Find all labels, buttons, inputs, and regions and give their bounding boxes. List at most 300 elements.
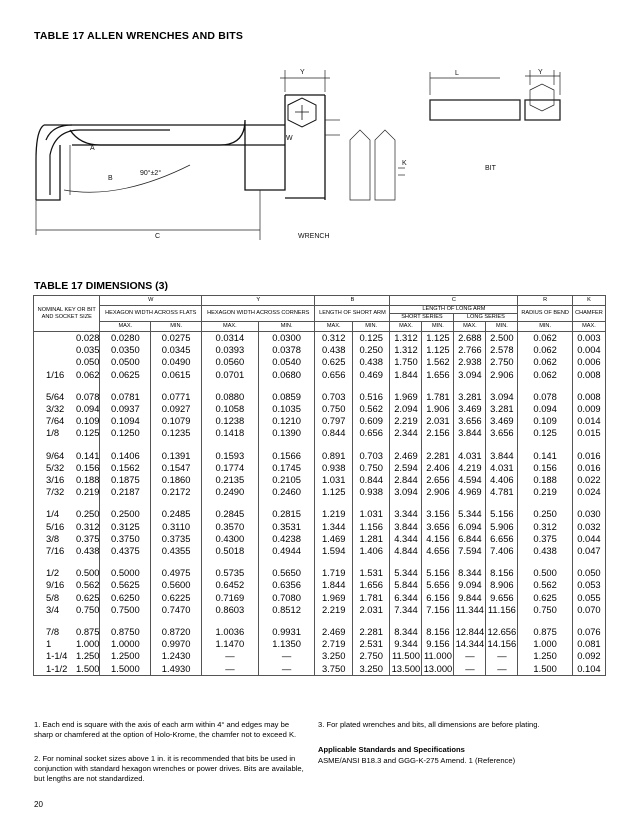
cell-value: 0.016	[572, 450, 605, 462]
cell-value: 6.156	[422, 592, 454, 604]
cell-size	[34, 332, 100, 345]
size-fraction: 3/16	[46, 474, 65, 486]
label-y1: Y	[300, 69, 305, 76]
size-fraction: 1-1/4	[46, 650, 68, 662]
size-decimal: 0.562	[76, 579, 100, 591]
cell-value: 0.1210	[258, 415, 315, 427]
header-b: B	[315, 296, 390, 306]
cell-value: 1.781	[422, 391, 454, 403]
header-c: C	[390, 296, 518, 306]
cell-value: 2.031	[422, 415, 454, 427]
size-decimal: 1.500	[76, 662, 100, 674]
cell-value: 2.031	[352, 604, 390, 616]
cell-size	[34, 369, 100, 381]
cell-size	[34, 567, 100, 579]
cell-value: 0.562	[352, 403, 390, 415]
cell-value: 1.031	[315, 474, 353, 486]
cell-value: 0.062	[518, 369, 572, 381]
cell-value: 0.500	[518, 567, 572, 579]
label-bit: BIT	[485, 165, 496, 172]
table-row	[34, 663, 606, 676]
cell-value: 1.2430	[151, 650, 202, 662]
table-gap-row	[34, 440, 606, 450]
cell-value: 9.156	[422, 638, 454, 650]
gap-cell	[151, 440, 202, 450]
cell-value: 14.156	[487, 638, 517, 650]
cell-size	[34, 415, 100, 427]
cell-value: 0.4944	[258, 545, 315, 557]
size-decimal: 0.625	[76, 591, 100, 603]
cell-value: 14.344	[455, 638, 485, 650]
gap-cell	[258, 616, 315, 626]
cell-value: 0.1058	[202, 403, 259, 415]
size-fraction: 1/2	[46, 567, 60, 579]
cell-value: 0.1390	[258, 427, 315, 439]
gap-cell	[258, 381, 315, 391]
cell-value: 0.1235	[151, 427, 202, 439]
cell-value: 6.094	[454, 521, 486, 533]
cell-value: 7.594	[454, 545, 486, 557]
dimensions-table	[33, 295, 606, 676]
header-max-8: MAX.	[454, 322, 486, 332]
cell-value: 4.156	[422, 533, 454, 545]
cell-size	[34, 508, 100, 520]
gap-cell	[34, 616, 100, 626]
cell-value: 8.156	[486, 567, 518, 579]
cell-value: 0.312	[518, 521, 572, 533]
header-hex-flats: HEXAGON WIDTH ACROSS FLATS	[100, 306, 202, 322]
gap-cell	[202, 381, 259, 391]
size-decimal: 0.219	[76, 486, 100, 498]
header-k: K	[572, 296, 605, 306]
note-1: 1. Each end is square with the axis of each arm within 4° and edges may be sharp or chamfered at the option of Holo-Krome, the chamfer not to exceed K.	[34, 720, 297, 739]
cell-value: 0.562	[518, 579, 572, 591]
cell-value: 0.609	[352, 415, 390, 427]
size-fraction: 5/32	[46, 461, 65, 473]
header-short-arm: LENGTH OF SHORT ARM	[315, 306, 390, 322]
table-row	[34, 592, 606, 604]
cell-value: 0.312	[315, 332, 353, 345]
gap-cell	[422, 616, 454, 626]
table-row	[34, 508, 606, 520]
table-row	[34, 604, 606, 616]
table-row	[34, 533, 606, 545]
label-l: L	[455, 70, 459, 77]
gap-cell	[390, 616, 422, 626]
size-decimal: 0.750	[76, 603, 100, 615]
cell-value: 0.938	[315, 462, 353, 474]
header-max-4: MAX.	[315, 322, 353, 332]
cell-value: 0.703	[352, 450, 390, 462]
cell-value: 3.094	[486, 391, 518, 403]
gap-cell	[315, 440, 353, 450]
cell-value: 0.3735	[151, 533, 202, 545]
cell-value: 6.344	[390, 592, 422, 604]
gap-cell	[202, 616, 259, 626]
size-fraction: 3/32	[46, 403, 65, 415]
cell-value: 0.104	[572, 663, 605, 676]
cell-value: 0.0771	[151, 391, 202, 403]
size-fraction: 7/8	[46, 626, 60, 638]
cell-value: 0.1250	[100, 427, 151, 439]
cell-value: 9.344	[390, 638, 422, 650]
gap-cell	[454, 498, 486, 508]
table-row	[34, 579, 606, 591]
cell-value: 2.156	[422, 427, 454, 439]
table-row	[34, 521, 606, 533]
size-decimal: 0.094	[76, 403, 100, 415]
cell-value: 0.014	[572, 415, 605, 427]
cell-value: 3.250	[315, 650, 353, 662]
size-decimal: 0.375	[76, 532, 100, 544]
cell-value: 0.9970	[151, 638, 202, 650]
header-max-2: MAX.	[202, 322, 259, 332]
cell-value: 8.156	[422, 626, 454, 638]
cell-value: 0.656	[352, 427, 390, 439]
gap-cell	[518, 616, 572, 626]
cell-value: 4.219	[454, 462, 486, 474]
cell-value: 0.8720	[151, 626, 202, 638]
cell-value: 1.0036	[202, 626, 259, 638]
cell-value: 0.016	[572, 462, 605, 474]
cell-value: 0.076	[572, 626, 605, 638]
cell-value: 0.109	[518, 415, 572, 427]
cell-value: —	[486, 650, 518, 662]
cell-value: 0.022	[572, 474, 605, 486]
cell-value: 0.5625	[100, 579, 151, 591]
header-hex-corners: HEXAGON WIDTH ACROSS CORNERS	[202, 306, 315, 322]
cell-value: 4.656	[422, 545, 454, 557]
cell-value: 2.594	[390, 462, 422, 474]
header-long-arm: LENGTH OF LONG ARM	[390, 306, 517, 314]
cell-value: 0.024	[572, 486, 605, 498]
cell-value: 2.469	[315, 626, 353, 638]
table-gap-row	[34, 557, 606, 567]
cell-value: 5.656	[422, 579, 454, 591]
cell-value: —	[202, 650, 259, 662]
cell-value: 0.469	[352, 369, 390, 381]
cell-size	[34, 521, 100, 533]
cell-value: 0.2490	[202, 486, 259, 498]
cell-value: 1.125	[422, 332, 454, 345]
cell-value: 0.0300	[258, 332, 315, 345]
header-long-series: LONG SERIES	[466, 314, 505, 320]
cell-value: 0.5650	[258, 567, 315, 579]
cell-value: 2.656	[422, 474, 454, 486]
size-fraction: 9/16	[46, 579, 65, 591]
cell-value: 0.0781	[100, 391, 151, 403]
table-row	[34, 391, 606, 403]
size-fraction: 1	[46, 638, 52, 650]
size-decimal: 0.050	[76, 356, 100, 368]
gap-cell	[486, 381, 518, 391]
gap-cell	[486, 440, 518, 450]
cell-value: 0.4300	[202, 533, 259, 545]
cell-value: 0.219	[518, 486, 572, 498]
cell-value: 0.7470	[151, 604, 202, 616]
cell-value: 0.006	[572, 356, 605, 368]
header-min-3: MIN.	[258, 322, 315, 332]
cell-value: 0.891	[315, 450, 353, 462]
cell-value: 0.2105	[258, 474, 315, 486]
gap-cell	[390, 498, 422, 508]
cell-value: 0.7080	[258, 592, 315, 604]
gap-cell	[572, 381, 605, 391]
size-fraction: 5/8	[46, 591, 60, 603]
cell-value: 2.344	[390, 427, 422, 439]
cell-size	[34, 663, 100, 676]
cell-value: 1.906	[422, 403, 454, 415]
cell-value: 6.656	[486, 533, 518, 545]
cell-value: 0.4975	[151, 567, 202, 579]
cell-value: 0.9931	[258, 626, 315, 638]
gap-cell	[315, 498, 353, 508]
size-decimal: 0.125	[76, 427, 100, 439]
table-gap-row	[34, 498, 606, 508]
size-fraction: 1-1/2	[46, 662, 68, 674]
gap-cell	[151, 498, 202, 508]
cell-value: 2.281	[352, 626, 390, 638]
size-decimal: 0.156	[76, 461, 100, 473]
cell-value: 3.656	[454, 415, 486, 427]
cell-value: 1.969	[390, 391, 422, 403]
table-row	[34, 403, 606, 415]
gap-cell	[422, 440, 454, 450]
cell-value: 1.312	[390, 344, 422, 356]
size-fraction: 3/8	[46, 532, 60, 544]
gap-cell	[454, 381, 486, 391]
cell-value: 0.1094	[100, 415, 151, 427]
cell-value: 2.906	[422, 486, 454, 498]
size-fraction: 1/16	[46, 368, 65, 380]
cell-value: 0.1566	[258, 450, 315, 462]
cell-value: —	[202, 663, 259, 676]
gap-cell	[100, 616, 151, 626]
cell-value: 0.0560	[202, 356, 259, 368]
cell-value: 0.2845	[202, 508, 259, 520]
cell-value: 1.2500	[100, 650, 151, 662]
cell-value: 2.750	[486, 356, 518, 368]
cell-value: 0.1035	[258, 403, 315, 415]
cell-value: 4.844	[390, 545, 422, 557]
size-decimal: 0.312	[76, 520, 100, 532]
table-row	[34, 567, 606, 579]
cell-value: —	[258, 663, 315, 676]
cell-value: 0.2135	[202, 474, 259, 486]
size-decimal: 0.078	[76, 390, 100, 402]
cell-value: 0.0378	[258, 344, 315, 356]
cell-value: 0.1860	[151, 474, 202, 486]
gap-cell	[258, 440, 315, 450]
cell-value: 2.719	[315, 638, 353, 650]
cell-value: 0.032	[572, 521, 605, 533]
gap-cell	[352, 381, 390, 391]
gap-cell	[518, 381, 572, 391]
cell-value: 1.844	[390, 369, 422, 381]
cell-value: 0.047	[572, 545, 605, 557]
cell-value: 0.0937	[100, 403, 151, 415]
cell-value: 0.625	[315, 356, 353, 368]
cell-value: 1.344	[315, 521, 353, 533]
table-row	[34, 462, 606, 474]
cell-value: 5.344	[454, 508, 486, 520]
cell-size	[34, 545, 100, 557]
cell-value: 5.906	[486, 521, 518, 533]
cell-size	[34, 486, 100, 498]
cell-value: 1.844	[315, 579, 353, 591]
cell-value: 11.156	[487, 603, 516, 615]
cell-value: 0.094	[518, 403, 572, 415]
cell-value: 0.141	[518, 450, 572, 462]
size-decimal: 0.500	[76, 567, 100, 579]
table-row	[34, 638, 606, 650]
cell-value: 1.656	[352, 579, 390, 591]
cell-value: 0.1562	[100, 462, 151, 474]
cell-value: 1.156	[352, 521, 390, 533]
cell-value: 0.0701	[202, 369, 259, 381]
cell-value: 0.156	[518, 462, 572, 474]
gap-cell	[315, 557, 353, 567]
size-fraction: 5/16	[46, 520, 65, 532]
header-chamfer: CHAMFER	[572, 306, 605, 322]
cell-value: 7.344	[390, 604, 422, 616]
cell-value: —	[486, 663, 518, 676]
cell-value: 0.2172	[151, 486, 202, 498]
note-2: 2. For nominal socket sizes above 1 in. it is recommended that bits be used in conjunction with standard hexagon wrenches or power drives. Bits are available, but lengths are not standardized.	[34, 754, 304, 783]
table-row	[34, 486, 606, 498]
gap-cell	[572, 498, 605, 508]
cell-value: 3.094	[454, 369, 486, 381]
cell-value: 0.070	[572, 604, 605, 616]
cell-value: 0.250	[518, 508, 572, 520]
cell-value: 0.438	[352, 356, 390, 368]
cell-value: 0.0314	[202, 332, 259, 345]
size-decimal: 0.028	[76, 332, 100, 343]
size-decimal: 0.035	[76, 344, 100, 356]
cell-value: 0.0880	[202, 391, 259, 403]
gap-cell	[100, 440, 151, 450]
cell-value: 0.844	[315, 427, 353, 439]
cell-value: 9.094	[454, 579, 486, 591]
cell-value: 3.469	[454, 403, 486, 415]
gap-cell	[486, 557, 518, 567]
gap-cell	[151, 616, 202, 626]
cell-size	[34, 356, 100, 368]
cell-value: 0.1774	[202, 462, 259, 474]
cell-value: 2.906	[486, 369, 518, 381]
cell-value: 0.0540	[258, 356, 315, 368]
cell-value: 0.1418	[202, 427, 259, 439]
cell-value: 4.969	[454, 486, 486, 498]
gap-cell	[202, 557, 259, 567]
cell-value: 0.1875	[100, 474, 151, 486]
header-min-10: MIN.	[518, 322, 572, 332]
cell-value: 0.750	[518, 604, 572, 616]
gap-cell	[422, 381, 454, 391]
cell-value: 0.0927	[151, 403, 202, 415]
size-decimal: 0.109	[76, 415, 100, 427]
cell-value: 1.125	[315, 486, 353, 498]
cell-value: 0.3570	[202, 521, 259, 533]
cell-value: 1.500	[518, 663, 572, 676]
cell-size	[34, 604, 100, 616]
cell-value: 0.797	[315, 415, 353, 427]
cell-value: 2.219	[315, 604, 353, 616]
cell-value: 0.938	[352, 486, 390, 498]
cell-value: 0.1745	[258, 462, 315, 474]
cell-value: 0.2187	[100, 486, 151, 498]
cell-value: 1.562	[422, 356, 454, 368]
cell-value: 0.250	[352, 344, 390, 356]
cell-value: 5.844	[390, 579, 422, 591]
cell-value: 0.0625	[100, 369, 151, 381]
cell-value: 0.055	[572, 592, 605, 604]
cell-value: 0.078	[518, 391, 572, 403]
gap-cell	[572, 440, 605, 450]
cell-value: 2.688	[454, 332, 486, 345]
cell-value: 1.531	[352, 567, 390, 579]
header-min-5: MIN.	[352, 322, 390, 332]
cell-size	[34, 592, 100, 604]
header-min-7: MIN.	[422, 322, 454, 332]
cell-value: 0.8750	[100, 626, 151, 638]
cell-value: 1.219	[315, 508, 353, 520]
cell-size	[34, 462, 100, 474]
cell-value: 0.4355	[151, 545, 202, 557]
table-row	[34, 415, 606, 427]
cell-value: 0.6356	[258, 579, 315, 591]
cell-value: 0.5018	[202, 545, 259, 557]
cell-value: 0.875	[518, 626, 572, 638]
cell-value: 12.656	[487, 626, 517, 638]
gap-cell	[486, 498, 518, 508]
label-wrench: WRENCH	[298, 233, 330, 240]
gap-cell	[572, 616, 605, 626]
table-row	[34, 332, 606, 345]
cell-value: 0.2485	[151, 508, 202, 520]
header-nominal: NOMINAL KEY OR BIT AND SOCKET SIZE	[34, 296, 100, 332]
cell-size	[34, 579, 100, 591]
cell-value: 0.0280	[100, 332, 151, 345]
cell-value: 0.7500	[100, 604, 151, 616]
cell-value: 0.5735	[202, 567, 259, 579]
gap-cell	[100, 381, 151, 391]
cell-value: 0.188	[518, 474, 572, 486]
cell-size	[34, 391, 100, 403]
cell-value: 4.031	[486, 462, 518, 474]
gap-cell	[518, 557, 572, 567]
size-fraction: 7/16	[46, 545, 65, 557]
cell-value: 0.0490	[151, 356, 202, 368]
size-decimal: 0.875	[76, 626, 100, 638]
cell-value: 5.156	[422, 567, 454, 579]
label-c: C	[155, 233, 161, 240]
cell-value: 0.0350	[100, 344, 151, 356]
cell-value: 1.125	[422, 344, 454, 356]
cell-value: 0.1391	[151, 450, 202, 462]
cell-value: 1.656	[422, 369, 454, 381]
cell-value: 4.781	[486, 486, 518, 498]
cell-value: 0.0500	[100, 356, 151, 368]
cell-value: 0.750	[352, 462, 390, 474]
cell-value: 1.719	[315, 567, 353, 579]
size-decimal: 0.438	[76, 545, 100, 557]
cell-value: 2.766	[454, 344, 486, 356]
cell-value: 0.092	[572, 650, 605, 662]
cell-value: 1.594	[315, 545, 353, 557]
cell-value: 0.4375	[100, 545, 151, 557]
cell-value: 2.406	[422, 462, 454, 474]
